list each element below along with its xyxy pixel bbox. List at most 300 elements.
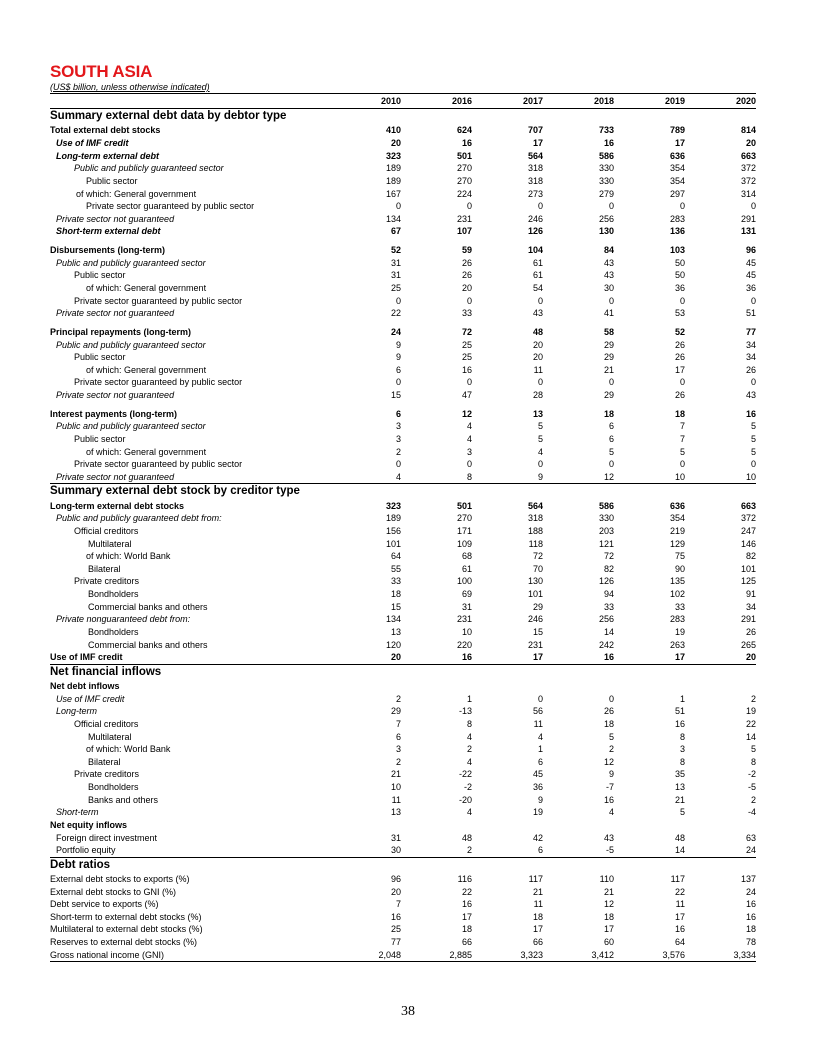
- value-cell: 8: [679, 731, 685, 742]
- debt-table: [50, 93, 756, 962]
- value-cell: 0: [608, 377, 614, 388]
- value-cell: 330: [598, 175, 614, 186]
- table-row: [50, 781, 756, 794]
- table-row: [50, 844, 756, 857]
- row-label: Bondholders: [88, 782, 139, 793]
- value-cell: 0: [750, 295, 756, 306]
- value-cell: 6: [608, 421, 614, 432]
- row-label: of which: General government: [76, 188, 197, 199]
- value-cell: 18: [390, 589, 401, 600]
- section-header-row: [50, 664, 756, 680]
- table-row: [50, 338, 756, 351]
- value-cell: 29: [532, 601, 543, 612]
- value-cell: 4: [466, 731, 472, 742]
- year-header: 2017: [472, 94, 543, 109]
- value-cell: 6: [395, 731, 401, 742]
- value-cell: 70: [532, 563, 543, 574]
- value-cell: 3,323: [472, 948, 543, 961]
- value-cell: 8: [466, 718, 472, 729]
- value-cell: 48: [532, 326, 543, 337]
- value-cell: 0: [537, 459, 543, 470]
- value-cell: 21: [603, 364, 614, 375]
- value-cell: 3: [395, 744, 401, 755]
- value-cell: 203: [598, 525, 614, 536]
- value-cell: 34: [745, 339, 756, 350]
- value-cell: 20: [390, 652, 401, 663]
- row-label: Short-term external debt: [56, 226, 161, 237]
- value-cell: -2: [463, 782, 472, 793]
- value-cell: 11: [391, 794, 401, 805]
- value-cell: 564: [527, 500, 543, 511]
- row-label: Interest payments (long-term): [50, 408, 178, 419]
- value-cell: 61: [532, 257, 543, 268]
- value-cell: 48: [461, 832, 472, 843]
- table-row: [50, 948, 756, 961]
- table-row: [50, 873, 756, 886]
- value-cell: 17: [674, 652, 685, 663]
- table-row: [50, 626, 756, 639]
- value-cell: 94: [603, 589, 614, 600]
- value-cell: 17: [674, 137, 685, 148]
- value-cell: 103: [669, 245, 685, 256]
- value-cell: -4: [747, 807, 756, 818]
- value-cell: 171: [456, 525, 472, 536]
- table-row: [50, 307, 756, 320]
- value-cell: [685, 680, 756, 693]
- value-cell: 17: [532, 924, 543, 935]
- value-cell: 15: [390, 390, 401, 401]
- value-cell: 636: [669, 150, 685, 161]
- value-cell: 256: [598, 614, 614, 625]
- table-row: [50, 389, 756, 402]
- value-cell: 63: [745, 832, 756, 843]
- value-cell: [330, 819, 401, 832]
- value-cell: 15: [532, 627, 543, 638]
- table-row: [50, 433, 756, 446]
- value-cell: 72: [532, 551, 543, 562]
- value-cell: 90: [674, 563, 685, 574]
- value-cell: 137: [740, 873, 756, 884]
- value-cell: 22: [674, 886, 685, 897]
- value-cell: 0: [750, 377, 756, 388]
- row-label: Private sector not guaranteed: [56, 471, 175, 482]
- value-cell: 0: [395, 295, 401, 306]
- value-cell: 12: [603, 756, 614, 767]
- value-cell: 25: [390, 283, 401, 293]
- table-row: [50, 162, 756, 175]
- value-cell: 231: [456, 213, 472, 224]
- value-cell: 117: [670, 873, 685, 884]
- table-row: [50, 537, 756, 550]
- value-cell: 9: [537, 794, 543, 805]
- value-cell: 12: [603, 899, 614, 910]
- value-cell: -5: [605, 845, 614, 856]
- section-title: Debt ratios: [50, 857, 756, 873]
- value-cell: 314: [740, 188, 756, 199]
- row-label: Public and publicly guaranteed sector: [56, 421, 206, 432]
- value-cell: 283: [669, 213, 685, 224]
- value-cell: 189: [385, 513, 401, 524]
- value-cell: 69: [461, 589, 472, 600]
- value-cell: 17: [674, 911, 685, 922]
- value-cell: 11: [533, 364, 543, 375]
- value-cell: 0: [750, 459, 756, 470]
- region-title: SOUTH ASIA: [50, 62, 153, 81]
- value-cell: 283: [669, 614, 685, 625]
- value-cell: 31: [390, 270, 401, 281]
- value-cell: 22: [390, 308, 401, 319]
- value-cell: 14: [674, 845, 685, 856]
- table-row: [50, 768, 756, 781]
- year-header: 2010: [330, 94, 401, 109]
- value-cell: 60: [603, 937, 614, 948]
- row-label: Private sector guaranteed by public sector: [74, 377, 243, 388]
- row-label: Public sector: [86, 175, 138, 186]
- table-row: [50, 831, 756, 844]
- value-cell: 156: [385, 525, 401, 536]
- value-cell: 11: [675, 899, 685, 910]
- value-cell: 16: [461, 137, 472, 148]
- value-cell: 41: [603, 308, 614, 319]
- value-cell: 15: [390, 601, 401, 612]
- row-label: Bilateral: [88, 563, 121, 574]
- value-cell: 16: [603, 652, 614, 663]
- value-cell: 20: [390, 137, 401, 148]
- value-cell: 7: [395, 718, 401, 729]
- value-cell: 26: [745, 364, 756, 375]
- value-cell: 4: [395, 471, 401, 482]
- value-cell: 0: [466, 459, 472, 470]
- table-row: [50, 445, 756, 458]
- value-cell: 82: [603, 563, 614, 574]
- value-cell: 126: [598, 576, 614, 587]
- value-cell: -7: [605, 782, 614, 793]
- value-cell: 20: [532, 352, 543, 363]
- row-label: Private nonguaranteed debt from:: [56, 614, 191, 625]
- value-cell: 270: [456, 513, 472, 524]
- value-cell: 18: [532, 911, 543, 922]
- value-cell: 16: [745, 899, 756, 910]
- row-label: Official creditors: [74, 525, 139, 536]
- value-cell: 0: [679, 377, 685, 388]
- units-note: (US$ billion, unless otherwise indicated): [50, 82, 210, 92]
- value-cell: 7: [395, 899, 401, 910]
- value-cell: 12: [461, 408, 472, 419]
- value-cell: 5: [608, 731, 614, 742]
- value-cell: 33: [390, 576, 401, 587]
- value-cell: 21: [390, 769, 401, 780]
- value-cell: 7: [679, 421, 685, 432]
- value-cell: 33: [603, 601, 614, 612]
- value-cell: 130: [527, 576, 543, 587]
- value-cell: 2: [395, 693, 401, 704]
- value-cell: 9: [537, 471, 543, 482]
- value-cell: 2: [395, 756, 401, 767]
- value-cell: 35: [674, 769, 685, 780]
- value-cell: 21: [532, 886, 543, 897]
- value-cell: 167: [385, 188, 401, 199]
- value-cell: 19: [745, 706, 756, 717]
- value-cell: 6: [395, 364, 401, 375]
- value-cell: 102: [669, 589, 685, 600]
- value-cell: 135: [669, 576, 685, 587]
- table-row: [50, 923, 756, 936]
- table-row: [50, 898, 756, 911]
- value-cell: 118: [528, 538, 543, 549]
- table-row: [50, 294, 756, 307]
- value-cell: 17: [674, 364, 685, 375]
- value-cell: 51: [674, 706, 685, 717]
- row-label: Private creditors: [74, 576, 140, 587]
- value-cell: 733: [598, 125, 614, 136]
- year-header-row: [50, 94, 756, 109]
- row-label: Long-term: [56, 706, 98, 717]
- value-cell: 297: [669, 188, 685, 199]
- table-row: [50, 936, 756, 949]
- row-label: Short-term to external debt stocks (%): [50, 911, 202, 922]
- value-cell: 31: [390, 832, 401, 843]
- value-cell: 26: [674, 339, 685, 350]
- value-cell: -2: [747, 769, 756, 780]
- value-cell: 0: [679, 295, 685, 306]
- value-cell: 43: [603, 832, 614, 843]
- value-cell: 586: [598, 500, 614, 511]
- value-cell: 13: [674, 782, 685, 793]
- row-label: Net equity inflows: [50, 819, 128, 830]
- value-cell: 33: [461, 308, 472, 319]
- value-cell: 96: [390, 873, 401, 884]
- value-cell: 354: [669, 513, 685, 524]
- value-cell: 52: [390, 245, 401, 256]
- value-cell: 3,334: [685, 948, 756, 961]
- value-cell: 410: [385, 125, 401, 136]
- value-cell: 136: [669, 226, 685, 237]
- value-cell: 29: [603, 390, 614, 401]
- value-cell: 270: [456, 175, 472, 186]
- row-label: Debt service to exports (%): [50, 899, 159, 910]
- value-cell: 0: [608, 295, 614, 306]
- row-label: Net debt inflows: [50, 680, 120, 691]
- value-cell: 0: [750, 201, 756, 212]
- table-row: [50, 351, 756, 364]
- value-cell: 8: [679, 756, 685, 767]
- value-cell: 636: [669, 500, 685, 511]
- row-label: Use of IMF credit: [56, 137, 129, 148]
- row-label: Private sector not guaranteed: [56, 308, 175, 319]
- value-cell: 5: [608, 446, 614, 457]
- value-cell: 16: [603, 137, 614, 148]
- value-cell: [472, 819, 543, 832]
- value-cell: 219: [669, 525, 685, 536]
- value-cell: 47: [461, 390, 472, 401]
- value-cell: 9: [395, 339, 401, 350]
- table-row: [50, 730, 756, 743]
- table-row: [50, 705, 756, 718]
- table-row: [50, 575, 756, 588]
- value-cell: 17: [532, 137, 543, 148]
- table-row: [50, 225, 756, 238]
- value-cell: 26: [674, 352, 685, 363]
- value-cell: 77: [390, 937, 401, 948]
- value-cell: 55: [390, 563, 401, 574]
- value-cell: 75: [674, 551, 685, 562]
- page-number: 38: [401, 1004, 415, 1019]
- value-cell: 10: [674, 471, 685, 482]
- value-cell: 4: [466, 434, 472, 445]
- value-cell: 134: [385, 614, 401, 625]
- value-cell: 146: [740, 538, 756, 549]
- value-cell: 67: [390, 226, 401, 237]
- value-cell: 29: [603, 339, 614, 350]
- report-page: [50, 62, 756, 962]
- value-cell: 64: [674, 937, 685, 948]
- value-cell: 5: [750, 446, 756, 457]
- value-cell: 107: [456, 226, 472, 237]
- value-cell: 26: [603, 706, 614, 717]
- table-row: [50, 651, 756, 664]
- value-cell: 3: [466, 446, 472, 457]
- value-cell: 116: [457, 873, 472, 884]
- value-cell: 130: [598, 226, 614, 237]
- value-cell: 3: [395, 421, 401, 432]
- value-cell: 16: [745, 911, 756, 922]
- value-cell: 18: [603, 718, 614, 729]
- row-label: Disbursements (long-term): [50, 245, 166, 256]
- value-cell: 24: [745, 886, 756, 897]
- row-label: Official creditors: [74, 718, 139, 729]
- value-cell: 20: [745, 652, 756, 663]
- value-cell: 120: [385, 639, 401, 650]
- value-cell: 6: [537, 845, 543, 856]
- value-cell: 242: [598, 639, 614, 650]
- table-row: [50, 911, 756, 924]
- value-cell: 54: [532, 283, 543, 293]
- row-label: Foreign direct investment: [56, 832, 158, 843]
- value-cell: 56: [532, 706, 543, 717]
- table-row: [50, 563, 756, 576]
- year-header: 2018: [543, 94, 614, 109]
- value-cell: 78: [745, 937, 756, 948]
- row-label: Private sector guaranteed by public sector: [74, 295, 243, 306]
- value-cell: 318: [527, 163, 543, 174]
- value-cell: 45: [532, 769, 543, 780]
- value-cell: 5: [537, 421, 543, 432]
- value-cell: 663: [740, 500, 756, 511]
- value-cell: 16: [461, 899, 472, 910]
- value-cell: 30: [390, 845, 401, 856]
- value-cell: [614, 819, 685, 832]
- value-cell: 16: [674, 924, 685, 935]
- table-row: [50, 600, 756, 613]
- table-row: [50, 692, 756, 705]
- row-label: Gross national income (GNI): [50, 948, 330, 961]
- value-cell: 72: [461, 326, 472, 337]
- value-cell: -20: [458, 794, 472, 805]
- value-cell: 22: [461, 886, 472, 897]
- value-cell: 125: [740, 576, 756, 587]
- value-cell: 25: [461, 339, 472, 350]
- value-cell: 4: [466, 807, 472, 818]
- row-label: Portfolio equity: [56, 845, 116, 856]
- value-cell: 50: [674, 270, 685, 281]
- table-row: [50, 588, 756, 601]
- value-cell: 0: [537, 295, 543, 306]
- table-row: [50, 718, 756, 731]
- row-label: Private creditors: [74, 769, 140, 780]
- table-row: [50, 420, 756, 433]
- value-cell: 11: [533, 718, 543, 729]
- value-cell: 42: [532, 832, 543, 843]
- value-cell: 34: [745, 601, 756, 612]
- value-cell: 318: [527, 175, 543, 186]
- value-cell: 323: [385, 150, 401, 161]
- value-cell: [614, 680, 685, 693]
- value-cell: 273: [527, 188, 543, 199]
- value-cell: 14: [603, 627, 614, 638]
- value-cell: 291: [740, 614, 756, 625]
- value-cell: 18: [603, 408, 614, 419]
- value-cell: 48: [674, 832, 685, 843]
- value-cell: -13: [458, 706, 472, 717]
- value-cell: 36: [674, 283, 685, 293]
- value-cell: 279: [598, 188, 614, 199]
- value-cell: 101: [740, 563, 756, 574]
- value-cell: 4: [466, 756, 472, 767]
- value-cell: 84: [603, 245, 614, 256]
- value-cell: 0: [537, 377, 543, 388]
- year-header: 2016: [401, 94, 472, 109]
- value-cell: 0: [608, 459, 614, 470]
- value-cell: 19: [674, 627, 685, 638]
- value-cell: 101: [385, 538, 401, 549]
- value-cell: 2: [750, 794, 756, 805]
- value-cell: 18: [745, 924, 756, 935]
- value-cell: 30: [603, 283, 614, 293]
- value-cell: 58: [603, 326, 614, 337]
- value-cell: 4: [537, 731, 543, 742]
- value-cell: 34: [745, 352, 756, 363]
- table-row: [50, 638, 756, 651]
- table-body: [50, 109, 756, 962]
- value-cell: 330: [598, 163, 614, 174]
- value-cell: 7: [679, 434, 685, 445]
- value-cell: 17: [532, 652, 543, 663]
- year-header: 2019: [614, 94, 685, 109]
- value-cell: 9: [608, 769, 614, 780]
- value-cell: 16: [674, 718, 685, 729]
- value-cell: 10: [745, 471, 756, 482]
- value-cell: 16: [390, 911, 401, 922]
- table-row: [50, 124, 756, 137]
- value-cell: 129: [669, 538, 685, 549]
- table-row: [50, 187, 756, 200]
- value-cell: 104: [527, 245, 543, 256]
- value-cell: 26: [745, 627, 756, 638]
- value-cell: 0: [537, 201, 543, 212]
- section-header-row: [50, 857, 756, 873]
- value-cell: 624: [456, 125, 472, 136]
- value-cell: 372: [740, 513, 756, 524]
- value-cell: 256: [598, 213, 614, 224]
- table-row: [50, 269, 756, 282]
- row-label: Use of IMF credit: [56, 693, 125, 704]
- year-header: 2020: [685, 94, 756, 109]
- section-header-row: [50, 109, 756, 125]
- row-label: of which: World Bank: [86, 744, 171, 755]
- value-cell: 66: [461, 937, 472, 948]
- value-cell: 10: [390, 782, 401, 793]
- value-cell: 96: [745, 245, 756, 256]
